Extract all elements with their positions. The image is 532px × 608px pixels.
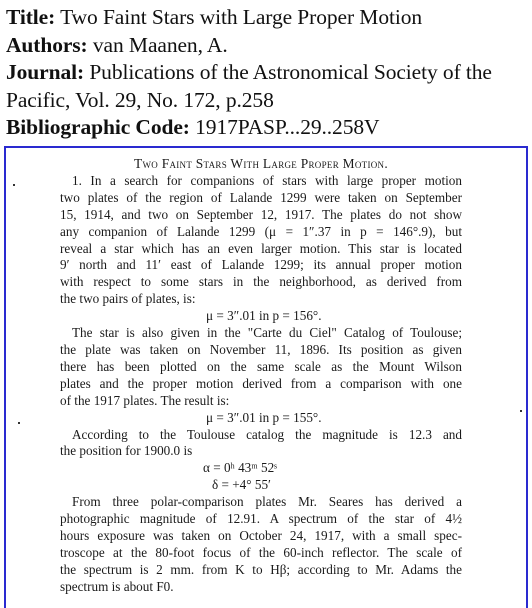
article-heading: Two Faint Stars With Large Proper Motion. [133, 156, 388, 171]
bibcode-value: 1917PASP...29..258V [195, 115, 380, 139]
text-line: According to the Toulouse catalog the magnitude is 12.3 and [72, 426, 462, 442]
text-line: 9′ north and 11′ east of Lalande 1299; its annual proper motion [60, 257, 462, 273]
text-line: there has been plotted on the same scale as the Mount Wilson [60, 358, 462, 374]
text-line: the two pairs of plates, is: [60, 291, 196, 307]
text-line: 1. In a search for companions of stars with large proper motion [72, 172, 462, 188]
text-line: of the 1917 plates. The result is: [60, 392, 230, 408]
text-line: photographic magnitude of 12.91. A spectrum of the star of 4½ [60, 511, 462, 527]
journal-label: Journal: [6, 60, 85, 84]
text-line: 15, 1914, and two on September 12, 1917. The plates do not show [60, 206, 462, 222]
bibcode-row [6, 114, 528, 142]
scanned-page-frame [4, 146, 528, 608]
paragraph-1 [60, 173, 462, 308]
title-label: Title: [6, 5, 56, 29]
text-line: the plate was taken on November 11, 1896. Its position as given [60, 341, 462, 357]
paragraph-3 [60, 427, 462, 461]
title-row [6, 4, 528, 32]
scan-speck [13, 184, 15, 186]
text-line: the spectrum is 2 mm. from K to Hβ; according to Mr. Adams the [60, 561, 462, 577]
equation-right-ascension: α = 0ʰ 43ᵐ 52ˢ [203, 460, 277, 476]
authors-row [6, 32, 528, 60]
title-value: Two Faint Stars with Large Proper Motion [60, 5, 423, 29]
journal-value-line1: Publications of the Astronomical Society of the [89, 60, 492, 84]
text-line: The star is also given in the "Carte du Ciel" Catalog of Toulouse; [72, 325, 462, 341]
equation-declination: δ = +4° 55′ [212, 477, 271, 493]
equation-proper-motion-1: μ = 3″.01 in p = 156°. [206, 308, 322, 324]
journal-row [6, 59, 528, 87]
journal-row-continued [6, 87, 528, 115]
scan-speck [520, 410, 522, 412]
text-line: From three polar-comparison plates Mr. Seares has derived a [72, 494, 462, 510]
text-line: troscope at the 80-foot focus of the 60-inch reflector. The scale of [60, 544, 462, 560]
authors-value: van Maanen, A. [92, 32, 228, 57]
paragraph-2 [60, 325, 462, 410]
scanned-article [60, 156, 462, 596]
equation-proper-motion-2: μ = 3″.01 in p = 155°. [206, 409, 322, 425]
text-line: hours exposure was taken on October 24, 1917, with a small spec- [60, 527, 462, 543]
text-line: with respect to some stars in the neighborhood, as derived from [60, 274, 462, 290]
journal-value-line2: Pacific, Vol. 29, No. 172, p.258 [6, 87, 274, 112]
bibcode-label: Bibliographic Code: [6, 115, 190, 139]
text-line: the position for 1900.0 is [60, 443, 193, 459]
bibliographic-record [6, 4, 528, 142]
text-line: two plates of the region of Lalande 1299 were taken on September [60, 189, 462, 205]
text-line: spectrum is about F0. [60, 578, 174, 594]
text-line: reveal a star which has an even larger motion. This star is located [60, 240, 462, 256]
text-line: plates and the proper motion derived from a comparison with one [60, 375, 462, 391]
authors-label: Authors: [6, 32, 88, 57]
text-line: any companion of Lalande 1299 (μ = 1″.37 in p = 146°.9), but [60, 223, 462, 239]
paragraph-4 [60, 494, 462, 595]
scan-speck [18, 422, 20, 424]
